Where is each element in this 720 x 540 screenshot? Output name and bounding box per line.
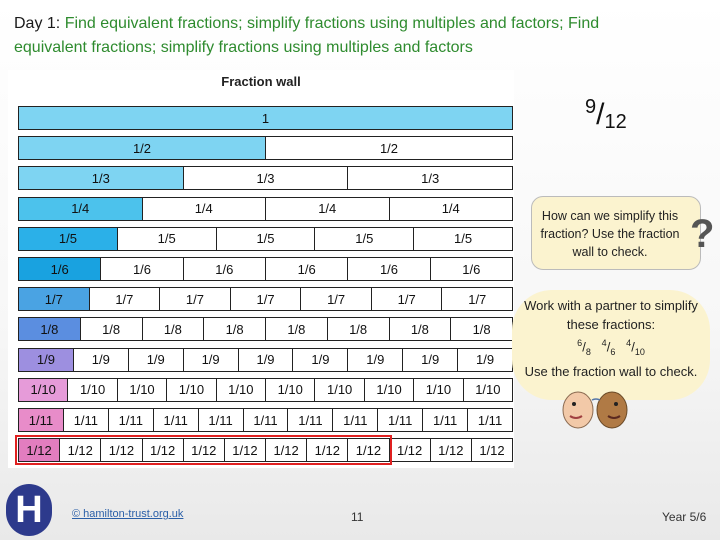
- target-numerator: 9: [585, 96, 597, 118]
- title-prefix: Day 1:: [14, 15, 65, 32]
- fraction-cell: 1/3: [347, 166, 513, 190]
- fraction-cell: 1/6: [183, 257, 266, 281]
- fraction-cell: 1/7: [371, 287, 443, 311]
- fraction-row: [18, 106, 512, 130]
- fraction-cell: 1/12: [224, 438, 266, 462]
- fraction-row: [18, 438, 512, 462]
- fraction-cell: 1/7: [89, 287, 161, 311]
- fraction-row: [18, 166, 512, 190]
- fraction-cell: 1/10: [18, 378, 68, 402]
- fraction-cell: 1/4: [18, 197, 143, 221]
- fraction-cell: 1/10: [314, 378, 364, 402]
- fraction-row: [18, 197, 512, 221]
- fraction-cell: 1/3: [18, 166, 184, 190]
- talking-faces-icon: [556, 386, 636, 430]
- copyright-link[interactable]: © hamilton-trust.org.uk: [72, 508, 184, 520]
- fraction-row: [18, 348, 512, 372]
- fraction-cell: 1/3: [183, 166, 349, 190]
- fraction-cell: 1/8: [265, 317, 328, 341]
- fraction-wall-title: Fraction wall: [221, 74, 301, 89]
- fraction-cell: 1/9: [73, 348, 129, 372]
- fraction-cell: 1/8: [327, 317, 390, 341]
- fraction-row: [18, 227, 512, 251]
- fraction-wall: [8, 70, 514, 468]
- fraction-cell: 1/6: [430, 257, 513, 281]
- fraction-cell: 1/8: [389, 317, 452, 341]
- fraction-cell: 1/11: [153, 408, 199, 432]
- fraction-cell: 1/11: [18, 408, 64, 432]
- fraction-cell: 1/6: [347, 257, 430, 281]
- fraction-cell: 1/12: [142, 438, 184, 462]
- fraction-cell: 1/11: [243, 408, 289, 432]
- fraction-cell: 1/11: [198, 408, 244, 432]
- fraction-cell: 1/10: [166, 378, 216, 402]
- fraction-cell: 1/10: [117, 378, 167, 402]
- fraction-cell: 1/7: [159, 287, 231, 311]
- fraction-cell: 1/12: [265, 438, 307, 462]
- fraction-row: [18, 317, 512, 341]
- fractions-to-simplify: $^6/_8$ $^4/_6$ $^4/_{10}$: [577, 338, 645, 357]
- fraction-cell: 1/8: [80, 317, 143, 341]
- frac-num: 4: [601, 338, 607, 348]
- fraction-cell: 1/11: [63, 408, 109, 432]
- fraction-cell: 1/12: [389, 438, 431, 462]
- fraction-cell: 1/10: [216, 378, 266, 402]
- fraction-row: [18, 287, 512, 311]
- page-number: 11: [351, 510, 364, 524]
- fraction-cell: 1/9: [128, 348, 184, 372]
- fraction-cell: 1/8: [142, 317, 205, 341]
- fraction-cell: 1/7: [300, 287, 372, 311]
- fraction-cell: 1/4: [265, 197, 390, 221]
- fraction-cell: 1/10: [463, 378, 513, 402]
- fraction-cell: 1/9: [292, 348, 348, 372]
- question-mark-icon: ?: [690, 212, 715, 256]
- fraction-cell: 1/6: [100, 257, 183, 281]
- fraction-cell: 1/10: [265, 378, 315, 402]
- fraction-cell: 1/11: [287, 408, 333, 432]
- fraction-cell: 1/8: [450, 317, 513, 341]
- fraction-cell: 1/7: [18, 287, 90, 311]
- partner-instruction: Work with a partner to simplify these fractions:: [524, 298, 698, 332]
- fraction-cell: 1/10: [67, 378, 117, 402]
- fraction-cell: 1/7: [441, 287, 513, 311]
- fraction-cell: 1/8: [203, 317, 266, 341]
- partner-check-instruction: Use the fraction wall to check.: [524, 363, 698, 379]
- hamilton-logo: H: [6, 484, 52, 536]
- target-denominator: 12: [604, 111, 627, 133]
- partner-thought-bubble: [512, 290, 710, 400]
- frac-den: 8: [585, 346, 591, 357]
- fraction-cell: 1/12: [100, 438, 142, 462]
- fraction-cell: 1/5: [413, 227, 513, 251]
- fraction-cell: 1/4: [389, 197, 514, 221]
- fraction-cell: 1/9: [347, 348, 403, 372]
- fraction-cell: 1/6: [18, 257, 101, 281]
- fraction-cell: 1/9: [457, 348, 513, 372]
- fraction-cell: 1/12: [183, 438, 225, 462]
- fraction-cell: 1/12: [18, 438, 60, 462]
- fraction-cell: 1/6: [265, 257, 348, 281]
- frac-num: 4: [626, 338, 632, 348]
- fraction-cell: 1/9: [238, 348, 294, 372]
- fraction-cell: 1/4: [142, 197, 267, 221]
- fraction-cell: 1/5: [117, 227, 217, 251]
- fraction-cell: 1/10: [413, 378, 463, 402]
- fraction-row: [18, 408, 512, 432]
- fraction-cell: 1/11: [422, 408, 468, 432]
- fraction-cell: 1/11: [377, 408, 423, 432]
- target-fraction: $^9$/12: [585, 96, 627, 133]
- fraction-cell: 1/11: [332, 408, 378, 432]
- frac-den: 6: [610, 346, 616, 357]
- fraction-cell: 1/5: [18, 227, 118, 251]
- fraction-cell: 1/12: [471, 438, 513, 462]
- fraction-cell: 1/8: [18, 317, 81, 341]
- fraction-cell: 1/9: [18, 348, 74, 372]
- fraction-cell: 1/5: [314, 227, 414, 251]
- slide-title: [14, 12, 714, 60]
- frac-den: 10: [634, 346, 645, 357]
- fraction-row: [18, 378, 512, 402]
- fraction-cell: 1/2: [18, 136, 266, 160]
- question-text: How can we simplify this fraction? Use the fraction wall to check.: [540, 209, 680, 259]
- fraction-row: [18, 136, 512, 160]
- year-group: Year 5/6: [662, 510, 707, 524]
- fraction-cell: 1/11: [467, 408, 513, 432]
- fraction-cell: 1/9: [183, 348, 239, 372]
- fraction-cell: 1/2: [265, 136, 513, 160]
- fraction-cell: 1/12: [306, 438, 348, 462]
- fraction-cell: 1/12: [347, 438, 389, 462]
- question-speech-bubble: [531, 196, 701, 270]
- fraction-cell: 1/10: [364, 378, 414, 402]
- fraction-cell: 1/7: [230, 287, 302, 311]
- fraction-cell: 1/12: [59, 438, 101, 462]
- fraction-cell: 1/12: [430, 438, 472, 462]
- fraction-cell: 1: [18, 106, 513, 130]
- fraction-cell: 1/9: [402, 348, 458, 372]
- fraction-cell: 1/5: [216, 227, 316, 251]
- fraction-row: [18, 257, 512, 281]
- fraction-cell: 1/11: [108, 408, 154, 432]
- title-objectives: Find equivalent fractions; simplify fractions using multiples and factors; Find: [64, 15, 600, 32]
- title-objectives-line2: equivalent fractions; simplify fractions using multiples and factors: [14, 39, 473, 56]
- frac-num: 6: [577, 338, 583, 348]
